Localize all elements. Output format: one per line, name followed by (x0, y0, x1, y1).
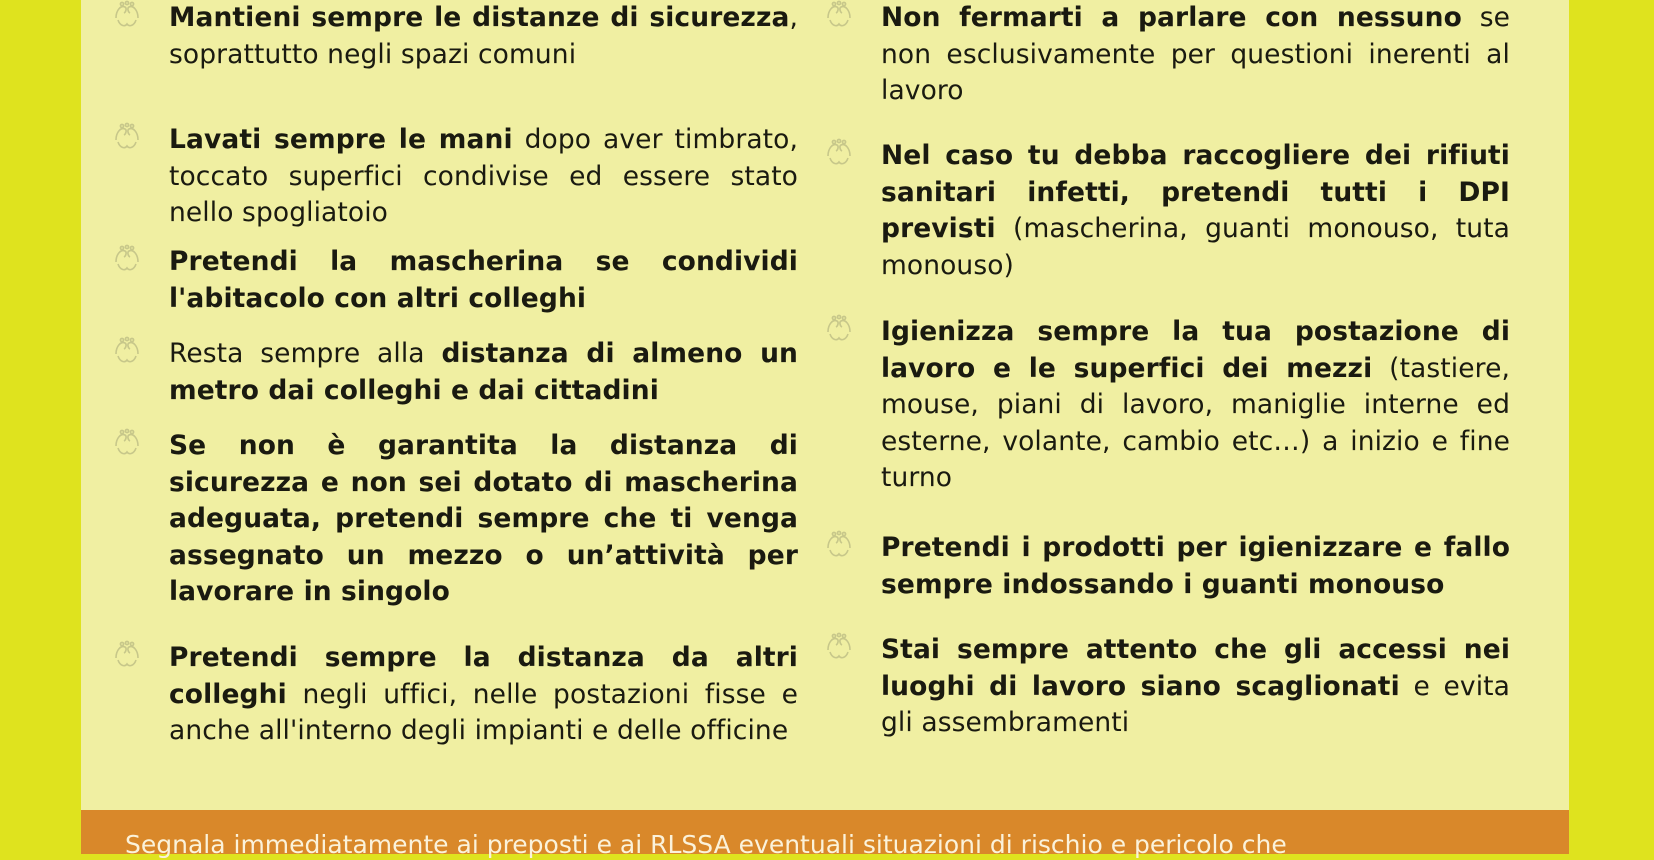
item-text: Pretendi la mascherina se condividi l'abitacolo con altri colleghi (169, 246, 798, 314)
hands-icon (824, 314, 854, 344)
hands-icon (112, 640, 142, 670)
footer-banner (81, 810, 1569, 859)
hands-icon (824, 0, 854, 30)
footer-text: Segnala immediatamente ai preposti e ai RLSSA eventuali situazioni di rischio e pericolo che (125, 830, 1287, 859)
item-text: Resta sempre alla distanza di almeno un metro dai colleghi e dai cittadini (169, 338, 798, 406)
hands-icon (824, 138, 854, 168)
item-text: Lavati sempre le mani dopo aver timbrato, toccato superfici condivise ed essere stato nello spogliatoio (169, 124, 798, 228)
hands-icon (112, 122, 142, 152)
item-text: Se non è garantita la distanza di sicurezza e non sei dotato di mascherina adeguata, pretendi sempre che ti venga assegnato un mezzo o un’attività per lavorare in singolo (169, 430, 798, 607)
hands-icon (824, 530, 854, 560)
item-text: Nel caso tu debba raccogliere dei rifiuti sanitari infetti, pretendi tutti i DPI previsti (mascherina, guanti monouso, tuta monouso) (881, 140, 1510, 281)
hands-icon (112, 336, 142, 366)
item-text: Pretendi i prodotti per igienizzare e fallo sempre indossando i guanti monouso (881, 532, 1510, 600)
item-text: Non fermarti a parlare con nessuno se non esclusivamente per questioni inerenti al lavoro (881, 2, 1511, 106)
hands-icon (824, 632, 854, 662)
item-text: Stai sempre attento che gli accessi nei luoghi di lavoro siano scaglionati e evita gli assembramenti (881, 634, 1510, 738)
hands-icon (112, 244, 142, 274)
item-text: Mantieni sempre le distanze di sicurezza, soprattutto negli spazi comuni (169, 2, 798, 70)
item-text: Pretendi sempre la distanza da altri colleghi negli uffici, nelle postazioni fisse e anche all'interno degli impianti e delle officine (169, 642, 798, 746)
hands-icon (112, 428, 142, 458)
item-text: Igienizza sempre la tua postazione di lavoro e le superfici dei mezzi (tastiere, mouse, piani di lavoro, maniglie interne ed esterne, volante, cambio etc…) a inizio e fine turno (881, 316, 1510, 493)
hands-icon (112, 0, 142, 30)
